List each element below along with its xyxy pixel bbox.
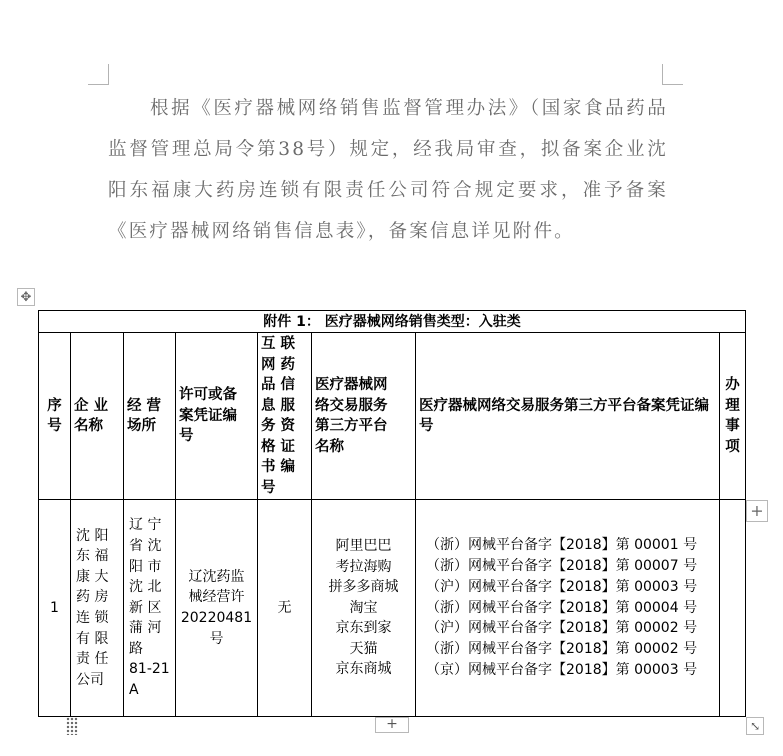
platform-name: 京东到家 [335, 620, 392, 637]
header-matters: 办 理 事 项 [720, 333, 746, 500]
header-platform-cert: 医疗器械网络交易服务第三方平台备案凭证编号 [416, 333, 720, 500]
header-seq: 序 号 [39, 333, 71, 500]
platform-name: 淘宝 [349, 599, 378, 616]
table-drag-dots-icon[interactable] [66, 717, 78, 735]
cell-license: 辽沈药监 械经营许 20220481 号 [176, 500, 258, 717]
filing-info-table [38, 310, 746, 717]
platform-cert-number: （浙）网械平台备字【2018】第 00007 号 [426, 558, 698, 574]
platform-name: 阿里巴巴 [335, 537, 392, 554]
platform-name: 考拉海购 [335, 558, 392, 575]
table-title: 附件 1： 医疗器械网络销售类型：入驻类 [39, 311, 746, 333]
platform-cert-number: （浙）网械平台备字【2018】第 00002 号 [426, 641, 698, 658]
platform-cert-number: （沪）网械平台备字【2018】第 00002 号 [426, 620, 698, 637]
platform-cert-number: （浙）网械平台备字【2018】第 00004 号 [426, 599, 698, 616]
table-resize-icon[interactable]: ⤡ [746, 717, 764, 735]
page-margin-corner-right [662, 64, 683, 85]
add-row-plus-icon[interactable]: + [375, 717, 409, 733]
table-move-handle-icon[interactable]: ✥ [17, 288, 35, 306]
page-margin-corner-left [88, 64, 109, 85]
cell-matters [720, 500, 746, 717]
body-paragraph: 根据《医疗器械网络销售监督管理办法》（国家食品药品监督管理总局令第38号）规定，经我局审查，拟备案企业沈阳东福康大药房连锁有限责任公司符合规定要求，准予备案《医疗器械网络销售信息表》，备案信息详见附件。 [108, 98, 668, 242]
cell-platform-names [312, 500, 416, 717]
header-premises: 经 营 场所 [124, 333, 176, 500]
header-license: 许可或备 案凭证编 号 [176, 333, 258, 500]
add-column-plus-icon[interactable]: + [746, 500, 768, 522]
platform-cert-number: （京）网械平台备字【2018】第 00003 号 [426, 661, 698, 678]
header-internet-cert: 互 联 网 药 品 信 息 服 务 资 格 证 书 编 号 [258, 333, 312, 500]
cell-internet-cert: 无 [258, 500, 312, 717]
platform-name: 拼多多商城 [328, 579, 399, 596]
header-company: 企 业 名称 [71, 333, 124, 500]
table-header-row [39, 333, 746, 500]
cell-seq: 1 [39, 500, 71, 717]
table-row [39, 500, 746, 717]
header-platform-name: 医疗器械网 络交易服务 第三方平台 名称 [312, 333, 416, 500]
cell-premises: 辽 宁 省 沈 阳 市 沈 北 新 区 蒲 河 路 81-21 A [124, 500, 176, 717]
cell-company: 沈 阳 东 福 康 大 药 房 连 锁 有 限 责 任 公司 [71, 500, 124, 717]
platform-cert-number: （浙）网械平台备字【2018】第 00001 号 [426, 537, 698, 554]
platform-cert-number: （沪）网械平台备字【2018】第 00003 号 [426, 578, 698, 595]
cell-platform-certs [416, 500, 720, 717]
platform-name: 天猫 [349, 640, 378, 657]
platform-name: 京东商城 [335, 661, 392, 678]
